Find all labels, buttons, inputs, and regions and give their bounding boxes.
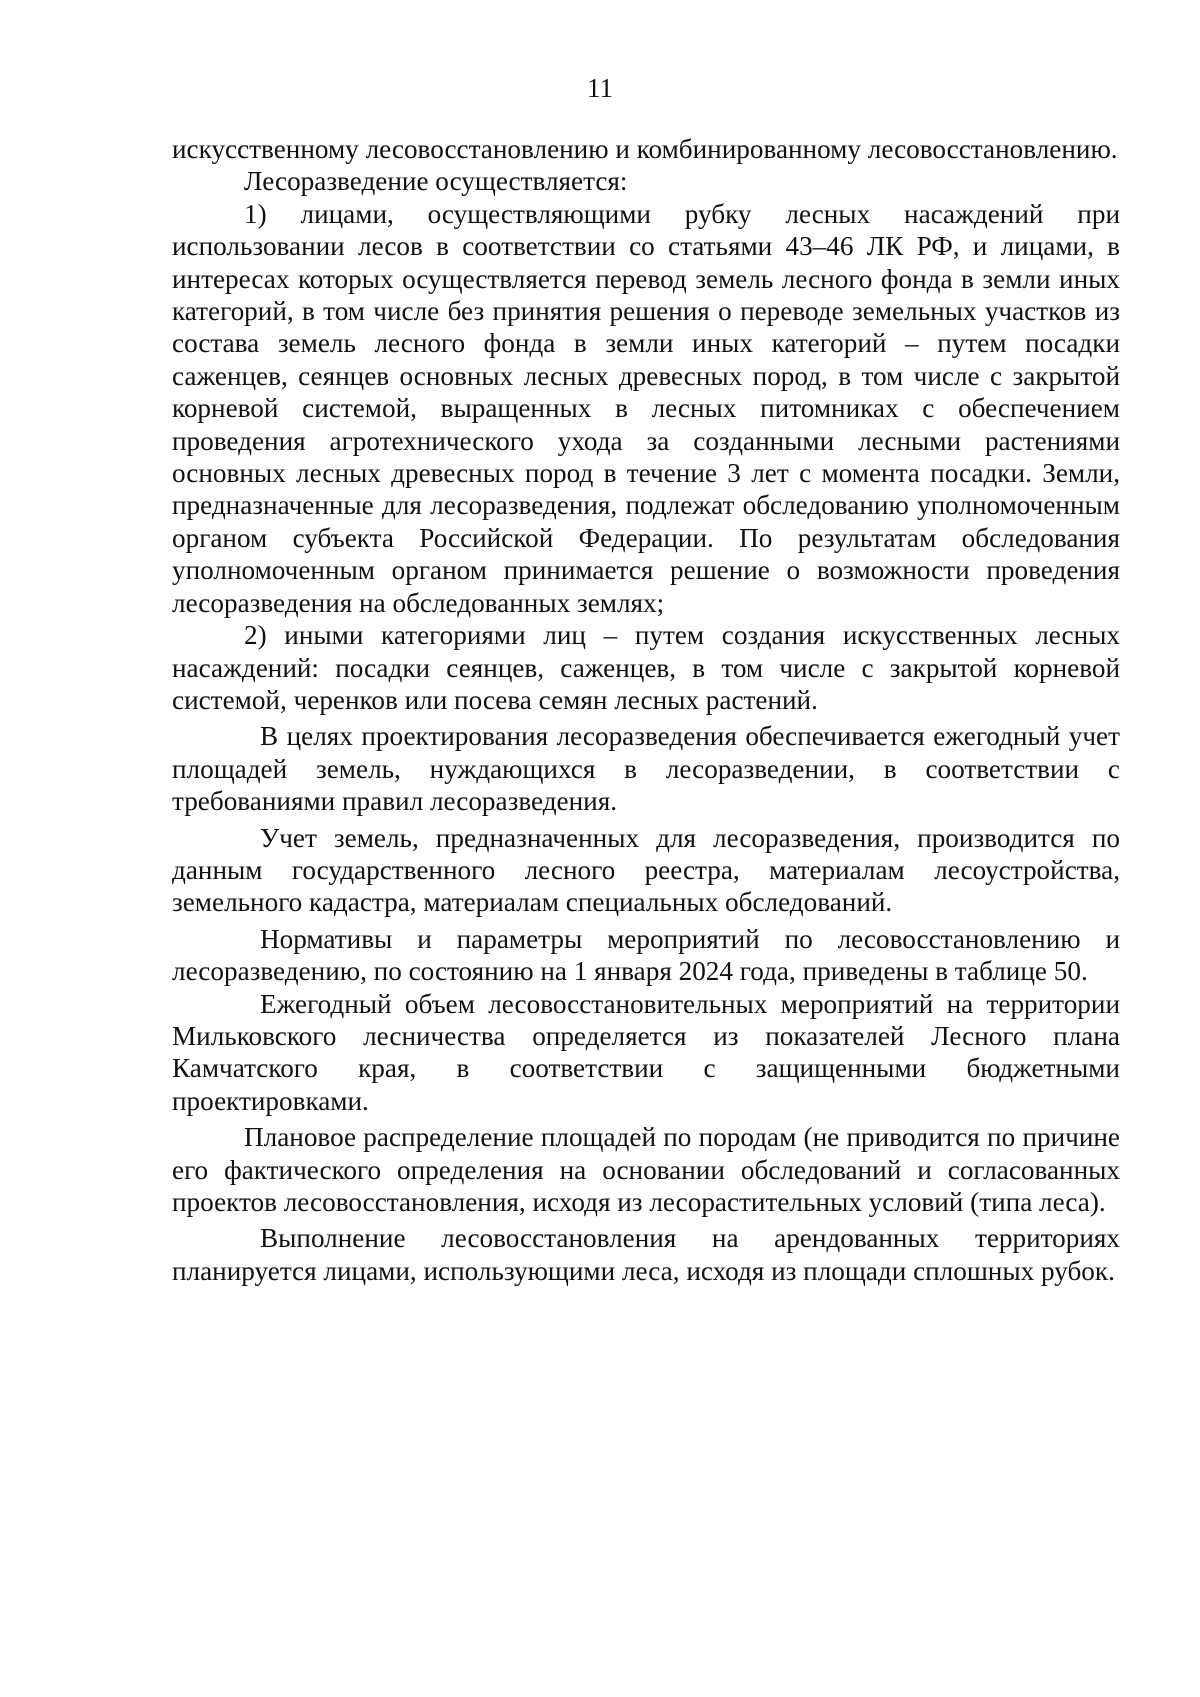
paragraph-norms: Нормативы и параметры мероприятий по лесовосстановлению и лесоразведению, по состоянию на 1 января 2024 года, приведены в таблице 50. (172, 923, 1120, 987)
paragraph-design-accounting: В целях проектирования лесоразведения обеспечивается ежегодный учет площадей земель, нуждающихся в лесоразведении, в соответствии с требованиями правил лесоразведения. (172, 721, 1120, 817)
page-number: 11 (587, 73, 613, 103)
paragraph-species-distribution: Плановое распределение площадей по породам (не приводится по причине его фактического определения на основании обследований и согласованных проектов лесовосстановления, исходя из лесорастительных условий (типа леса). (172, 1122, 1120, 1217)
paragraph-leased-territories: Выполнение лесовосстановления на арендованных территориях планируется лицами, использующими леса, исходя из площади сплошных рубок. (172, 1223, 1120, 1286)
paragraph-afforestation-intro: Лесоразведение осуществляется: (244, 166, 628, 197)
paragraph-land-accounting: Учет земель, предназначенных для лесоразведения, производится по данным государственного лесного реестра, материалам лесоустройства, земельного кадастра, материалам специальных обследований. (172, 822, 1120, 918)
document-body (172, 133, 1120, 1287)
list-item-1: 1) лицами, осуществляющими рубку лесных насаждений при использовании лесов в соответствии со статьями 43–46 ЛК РФ, и лицами, в интересах которых осуществляется перевод земель лесного фонда в земли иных категорий, в том числе без принятия решения о переводе земельных участков из состава земель лесного фонда в земли иных категорий – путем посадки саженцев, сеянцев основных лесных древесных пород, в том числе с закрытой корневой системой, выращенных в лесных питомниках с обеспечением проведения агротехнического ухода за созданными лесными растениями основных лесных древесных пород в течение 3 лет с момента посадки. Земли, предназначенные для лесоразведения, подлежат обследованию уполномоченным органом субъекта Российской Федерации. По результатам обследования уполномоченным органом принимается решение о возможности проведения лесоразведения на обследованных землях; (172, 198, 1120, 618)
list-item-2: 2) иными категориями лиц – путем создания искусственных лесных насаждений: посадки сеянцев, саженцев, в том числе с закрытой корневой системой, черенков или посева семян лесных растений. (172, 620, 1120, 715)
paragraph-continuation: искусственному лесовосстановлению и комбинированному лесовосстановлению. (172, 134, 1118, 164)
paragraph-annual-volume: Ежегодный объем лесовосстановительных мероприятий на территории Мильковского лесничества определяется из показателей Лесного плана Камчатского края, в соответствии с защищенными бюджетными проектировками. (172, 988, 1120, 1116)
